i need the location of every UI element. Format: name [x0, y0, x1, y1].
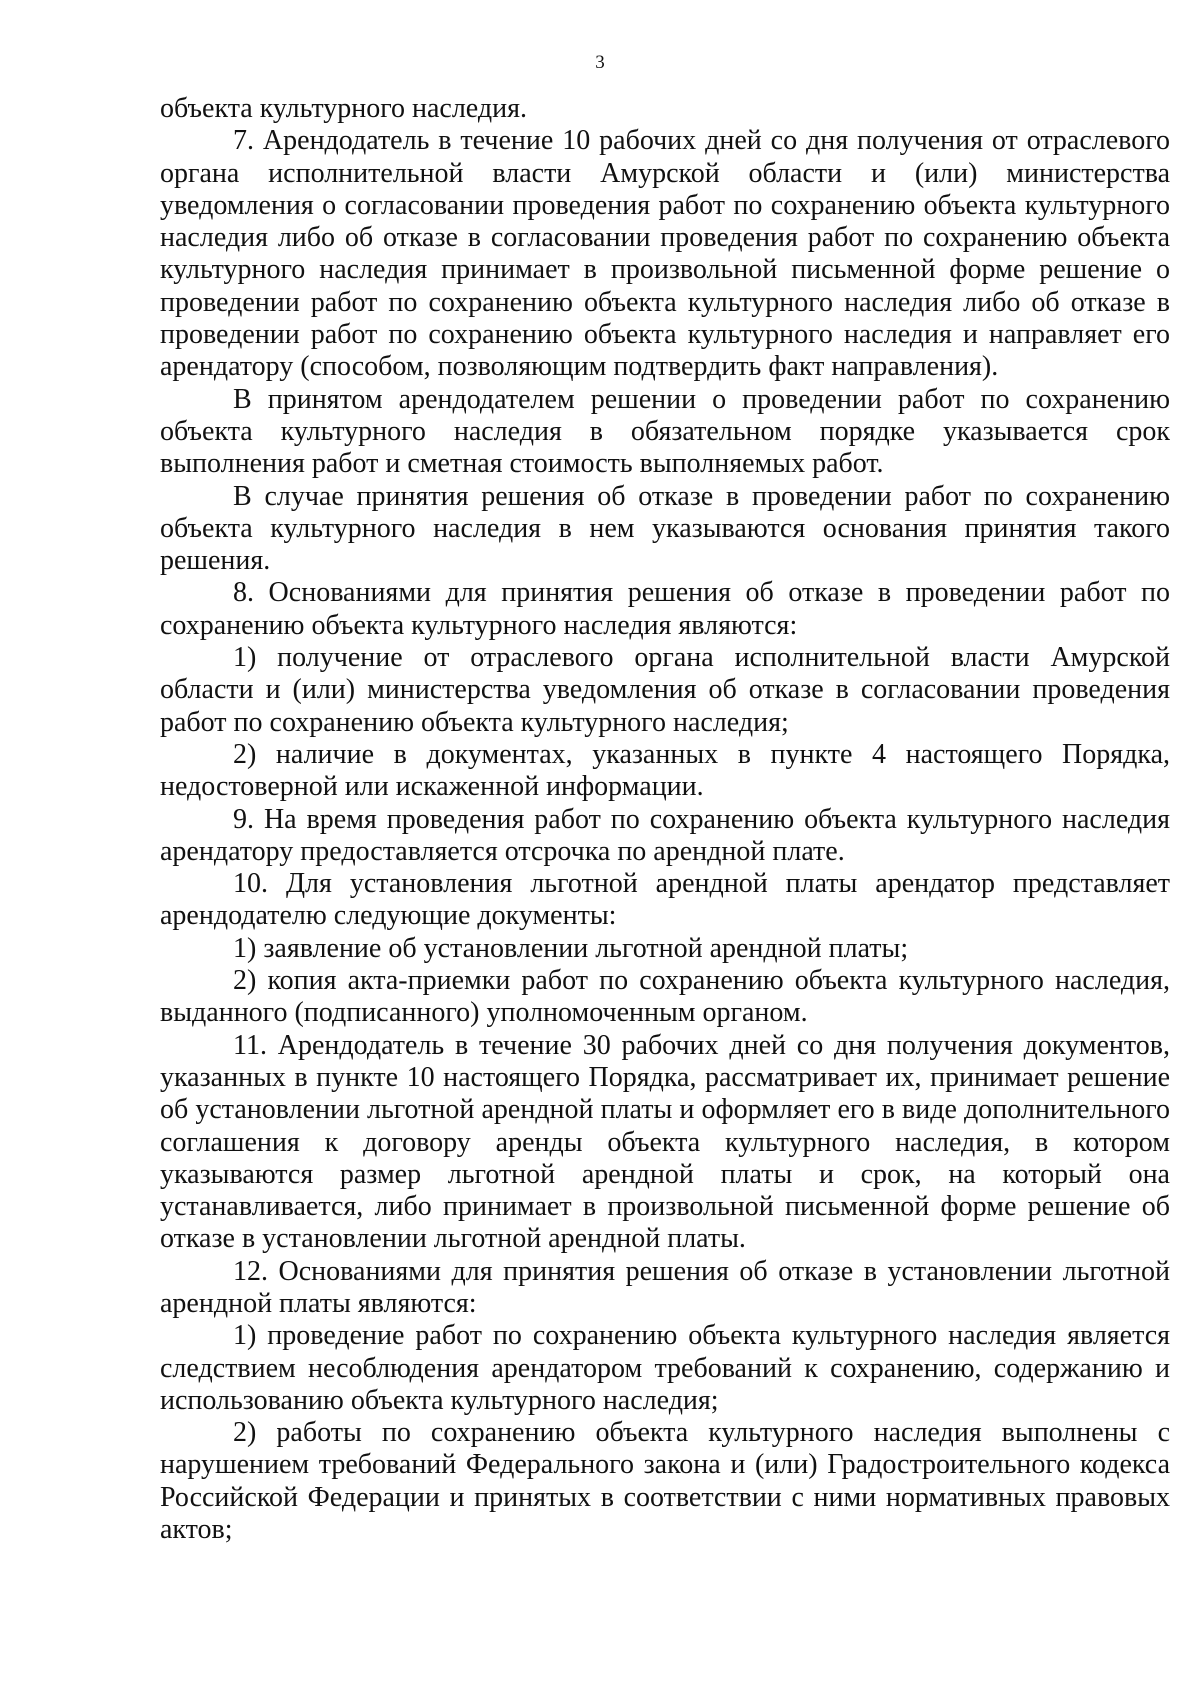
page-number: 3: [595, 52, 605, 73]
paragraph-decision-requirements: В принятом арендодателем решении о проведении работ по сохранению объекта культурного наследия в обязательном порядке указывается срок выполнения работ и сметная стоимость выполняемых работ.: [160, 383, 1170, 480]
paragraph-item-8: 8. Основаниями для принятия решения об отказе в проведении работ по сохранению объекта культурного наследия являются:: [160, 577, 1170, 641]
paragraph-item-9: 9. На время проведения работ по сохранению объекта культурного наследия арендатору предоставляется отсрочка по арендной плате.: [160, 803, 1170, 867]
paragraph-item-12-subitem-2: 2) работы по сохранению объекта культурного наследия выполнены с нарушением требований Федерального закона и (или) Градостроительного кодекса Российской Федерации и принятых в соответствии с ними нормативных правовых актов;: [160, 1417, 1170, 1546]
paragraph-item-10: 10. Для установления льготной арендной платы арендатор представляет арендодателю следующие документы:: [160, 868, 1170, 932]
paragraph-refusal-grounds-note: В случае принятия решения об отказе в проведении работ по сохранению объекта культурного наследия в нем указываются основания принятия такого решения.: [160, 480, 1170, 577]
paragraph-item-7: 7. Арендодатель в течение 10 рабочих дней со дня получения от отраслевого органа исполнительной власти Амурской области и (или) министерства уведомления о согласовании проведения работ по сохранению объекта культурного наследия либо об отказе в согласовании проведения работ по сохранению объекта культурного наследия принимает в произвольной письменной форме решение о проведении работ по сохранению объекта культурного наследия либо об отказе в проведении работ по сохранению объекта культурного наследия и направляет его арендатору (способом, позволяющим подтвердить факт направления).: [160, 125, 1170, 383]
paragraph-item-10-subitem-2: 2) копия акта-приемки работ по сохранению объекта культурного наследия, выданного (подписанного) уполномоченным органом.: [160, 965, 1170, 1029]
paragraph-item-12: 12. Основаниями для принятия решения об отказе в установлении льготной арендной платы являются:: [160, 1255, 1170, 1319]
paragraph-item-8-subitem-2: 2) наличие в документах, указанных в пункте 4 настоящего Порядка, недостоверной или искаженной информации.: [160, 738, 1170, 803]
paragraph-item-12-subitem-1: 1) проведение работ по сохранению объекта культурного наследия является следствием несоблюдения арендатором требований к сохранению, содержанию и использованию объекта культурного наследия;: [160, 1320, 1170, 1416]
paragraph-continuation: объекта культурного наследия.: [160, 93, 527, 124]
paragraph-item-10-subitem-1: 1) заявление об установлении льготной арендной платы;: [233, 932, 909, 964]
paragraph-item-8-subitem-1: 1) получение от отраслевого органа исполнительной власти Амурской области и (или) министерства уведомления об отказе в согласовании проведения работ по сохранению объекта культурного наследия;: [160, 642, 1170, 738]
document-body: [160, 93, 1170, 1546]
paragraph-item-11: 11. Арендодатель в течение 30 рабочих дней со дня получения документов, указанных в пункте 10 настоящего Порядка, рассматривает их, принимает решение об установлении льготной арендной платы и оформляет его в виде дополнительного соглашения к договору аренды объекта культурного наследия, в котором указываются размер льготной арендной платы и срок, на который она устанавливается, либо принимает в произвольной письменной форме решение об отказе в установлении льготной арендной платы.: [160, 1029, 1170, 1255]
